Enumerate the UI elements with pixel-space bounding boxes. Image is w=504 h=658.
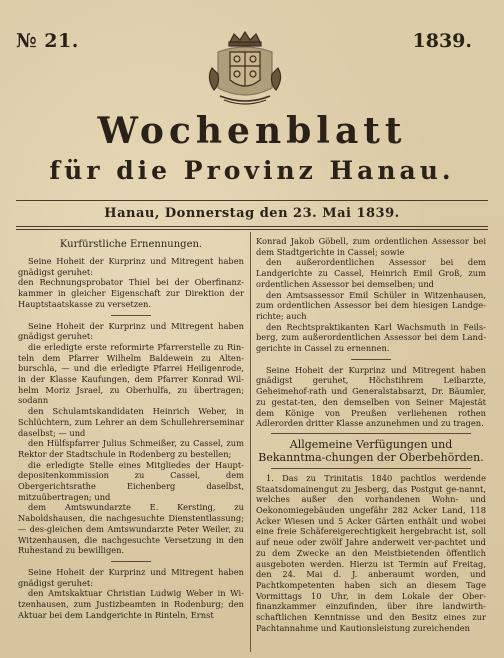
paragraph: den Schulamtskandidaten Heinrich Weber, in Schlüchtern, zum Lehrer an dem Schullehrerseminar daselbst; — und: [18, 406, 244, 438]
paragraph: den Rechnungsprobator Thiel bei der Oberfinanz-kammer in gleicher Eigenschaft zur Direktion der Hauptstaatskasse zu versetzen.: [18, 277, 244, 309]
section-rule: [271, 468, 471, 469]
top-rule: [16, 200, 488, 201]
dateline-rule: [16, 226, 488, 227]
paragraph: den Amtsassessor Emil Schüler in Witzenhausen, zum ordentlichen Assessor bei dem hiesigen Landge-richte; auch: [256, 289, 486, 321]
coat-of-arms-emblem: [200, 28, 290, 108]
separator: [351, 359, 391, 360]
dateline-rule-double: [16, 229, 488, 230]
right-column: [256, 236, 486, 634]
paragraph: den Hülfspfarrer Julius Schmeißer, zu Cassel, zum Rektor der Stadtschule in Rodenberg zu bestellen;: [18, 438, 244, 459]
dateline: Hanau, Donnerstag den 23. Mai 1839.: [104, 206, 400, 221]
paragraph: den Amtskaktuar Christian Ludwig Weber in Wi-tzenhausen, zum Justizbeamten in Rodenburg; den Aktuar bei dem Landgerichte in Rinteln, Ernst: [18, 588, 244, 620]
issue-year: 1839.: [412, 30, 472, 52]
paragraph: die erledigte Stelle eines Mitgliedes der Haupt-depositenkommission zu Cassel, dem Obergerichtsrathe Eichenberg daselbst, mitzuübertragen; und: [18, 459, 244, 502]
paragraph: dem Amtswundarzte E. Kersting, zu Naboldshausen, die nachgesuchte Dienstentlassung; — des-gleichen dem Amtswundarzte Peter Weiler, zu Witzenhausen, die nachgesuchte Versetzung in den Ruhestand zu bewilligen.: [18, 502, 244, 556]
column-divider: [250, 232, 251, 652]
section-heading-appointments: Kurfürstliche Ernennungen.: [59, 239, 203, 250]
paragraph: die erledigte erste reformirte Pfarrerstelle zu Rin-teln dem Pfarrer Wilhelm Baldewein zu Alten-burschla, — und die erledigte Pfarrei Heiligenrode, in der Klasse Kaufungen, dem Pfarrer Konrad Wil-helm Moriz Jsrael, zu Oberhulfa, zu übertragen; sodann: [18, 341, 244, 406]
section-rule: [271, 433, 471, 434]
paragraph: Seine Hoheit der Kurprinz und Mitregent haben gnädigst geruhet:: [18, 566, 244, 588]
separator: [111, 561, 151, 562]
separator: [111, 315, 151, 316]
section-heading-ordinances: Allgemeine Verfügungen und Bekanntma-chungen der Oberbehörden.: [258, 437, 484, 464]
paragraph: Konrad Jakob Göbell, zum ordentlichen Assessor bei dem Stadtgerichte in Cassel; sowie: [256, 236, 486, 257]
newspaper-title: Wochenblatt: [97, 110, 407, 152]
paragraph: den außerordentlichen Assessor bei dem Landgerichte zu Cassel, Heinrich Emil Groß, zum ordentlichen Assessor bei demselben; und: [256, 257, 486, 289]
paragraph: Seine Hoheit der Kurprinz und Mitregent haben gnädigst geruhet:: [18, 256, 244, 277]
paragraph: Seine Hoheit der Kurprinz und Mitregent haben gnädigst geruhet, Höchstihrem Leibarzte, Geheimehof-rath und Generalstabsarzt, Dr. Bäumler, zu gestat-ten, den demselben von Seiner Majestät dem Könige von Preußen verliehenen rothen Adlerorden dritter Klasse anzunehmen und zu tragen.: [256, 364, 486, 429]
paragraph: Seine Hoheit der Kurprinz und Mitregent haben gnädigst geruhet:: [18, 320, 244, 342]
newspaper-subtitle: für die Provinz Hanau.: [49, 156, 455, 185]
left-column: [18, 236, 244, 621]
paragraph: den Rechtspraktikanten Karl Wachsmuth in Feils-berg, zum außerordentlichen Assessor bei dem Land-gerichte in Cassel zu ernennen.: [256, 321, 486, 354]
paragraph: 1. Das zu Trinitatis 1840 pachtlos werdende Staatsdomainengut zu Jesberg, das Postgut ge-nannt, welches außer den vorhandenen Wohn- und Oekonomiegebäuden ungefähr 282 Acker Land, 118 Acker Wiesen und 5 Acker Gärten enthält und wobei eine freie Schäfereigerechtigkeit hergebracht ist, soll auf neue oder zwölf Jahre anderweit ver-pachtet und zu dem Zwecke an den Meistbietenden öffentlich ausgeboten werden. Hierzu ist Termin auf Freitag, den 24. Mai d. J. anberaumt worden, und Pachtkompetenten haben sich an diesem Tage Vormittags 10 Uhr, in dem Lokale der Ober-finanzkammer einzufinden, über ihre landwirth-schaftlichen Kenntnisse und den Besitz eines zur Pachtannahme und Kautionsleistung zureichenden: [256, 472, 486, 633]
issue-number: № 21.: [16, 30, 79, 52]
